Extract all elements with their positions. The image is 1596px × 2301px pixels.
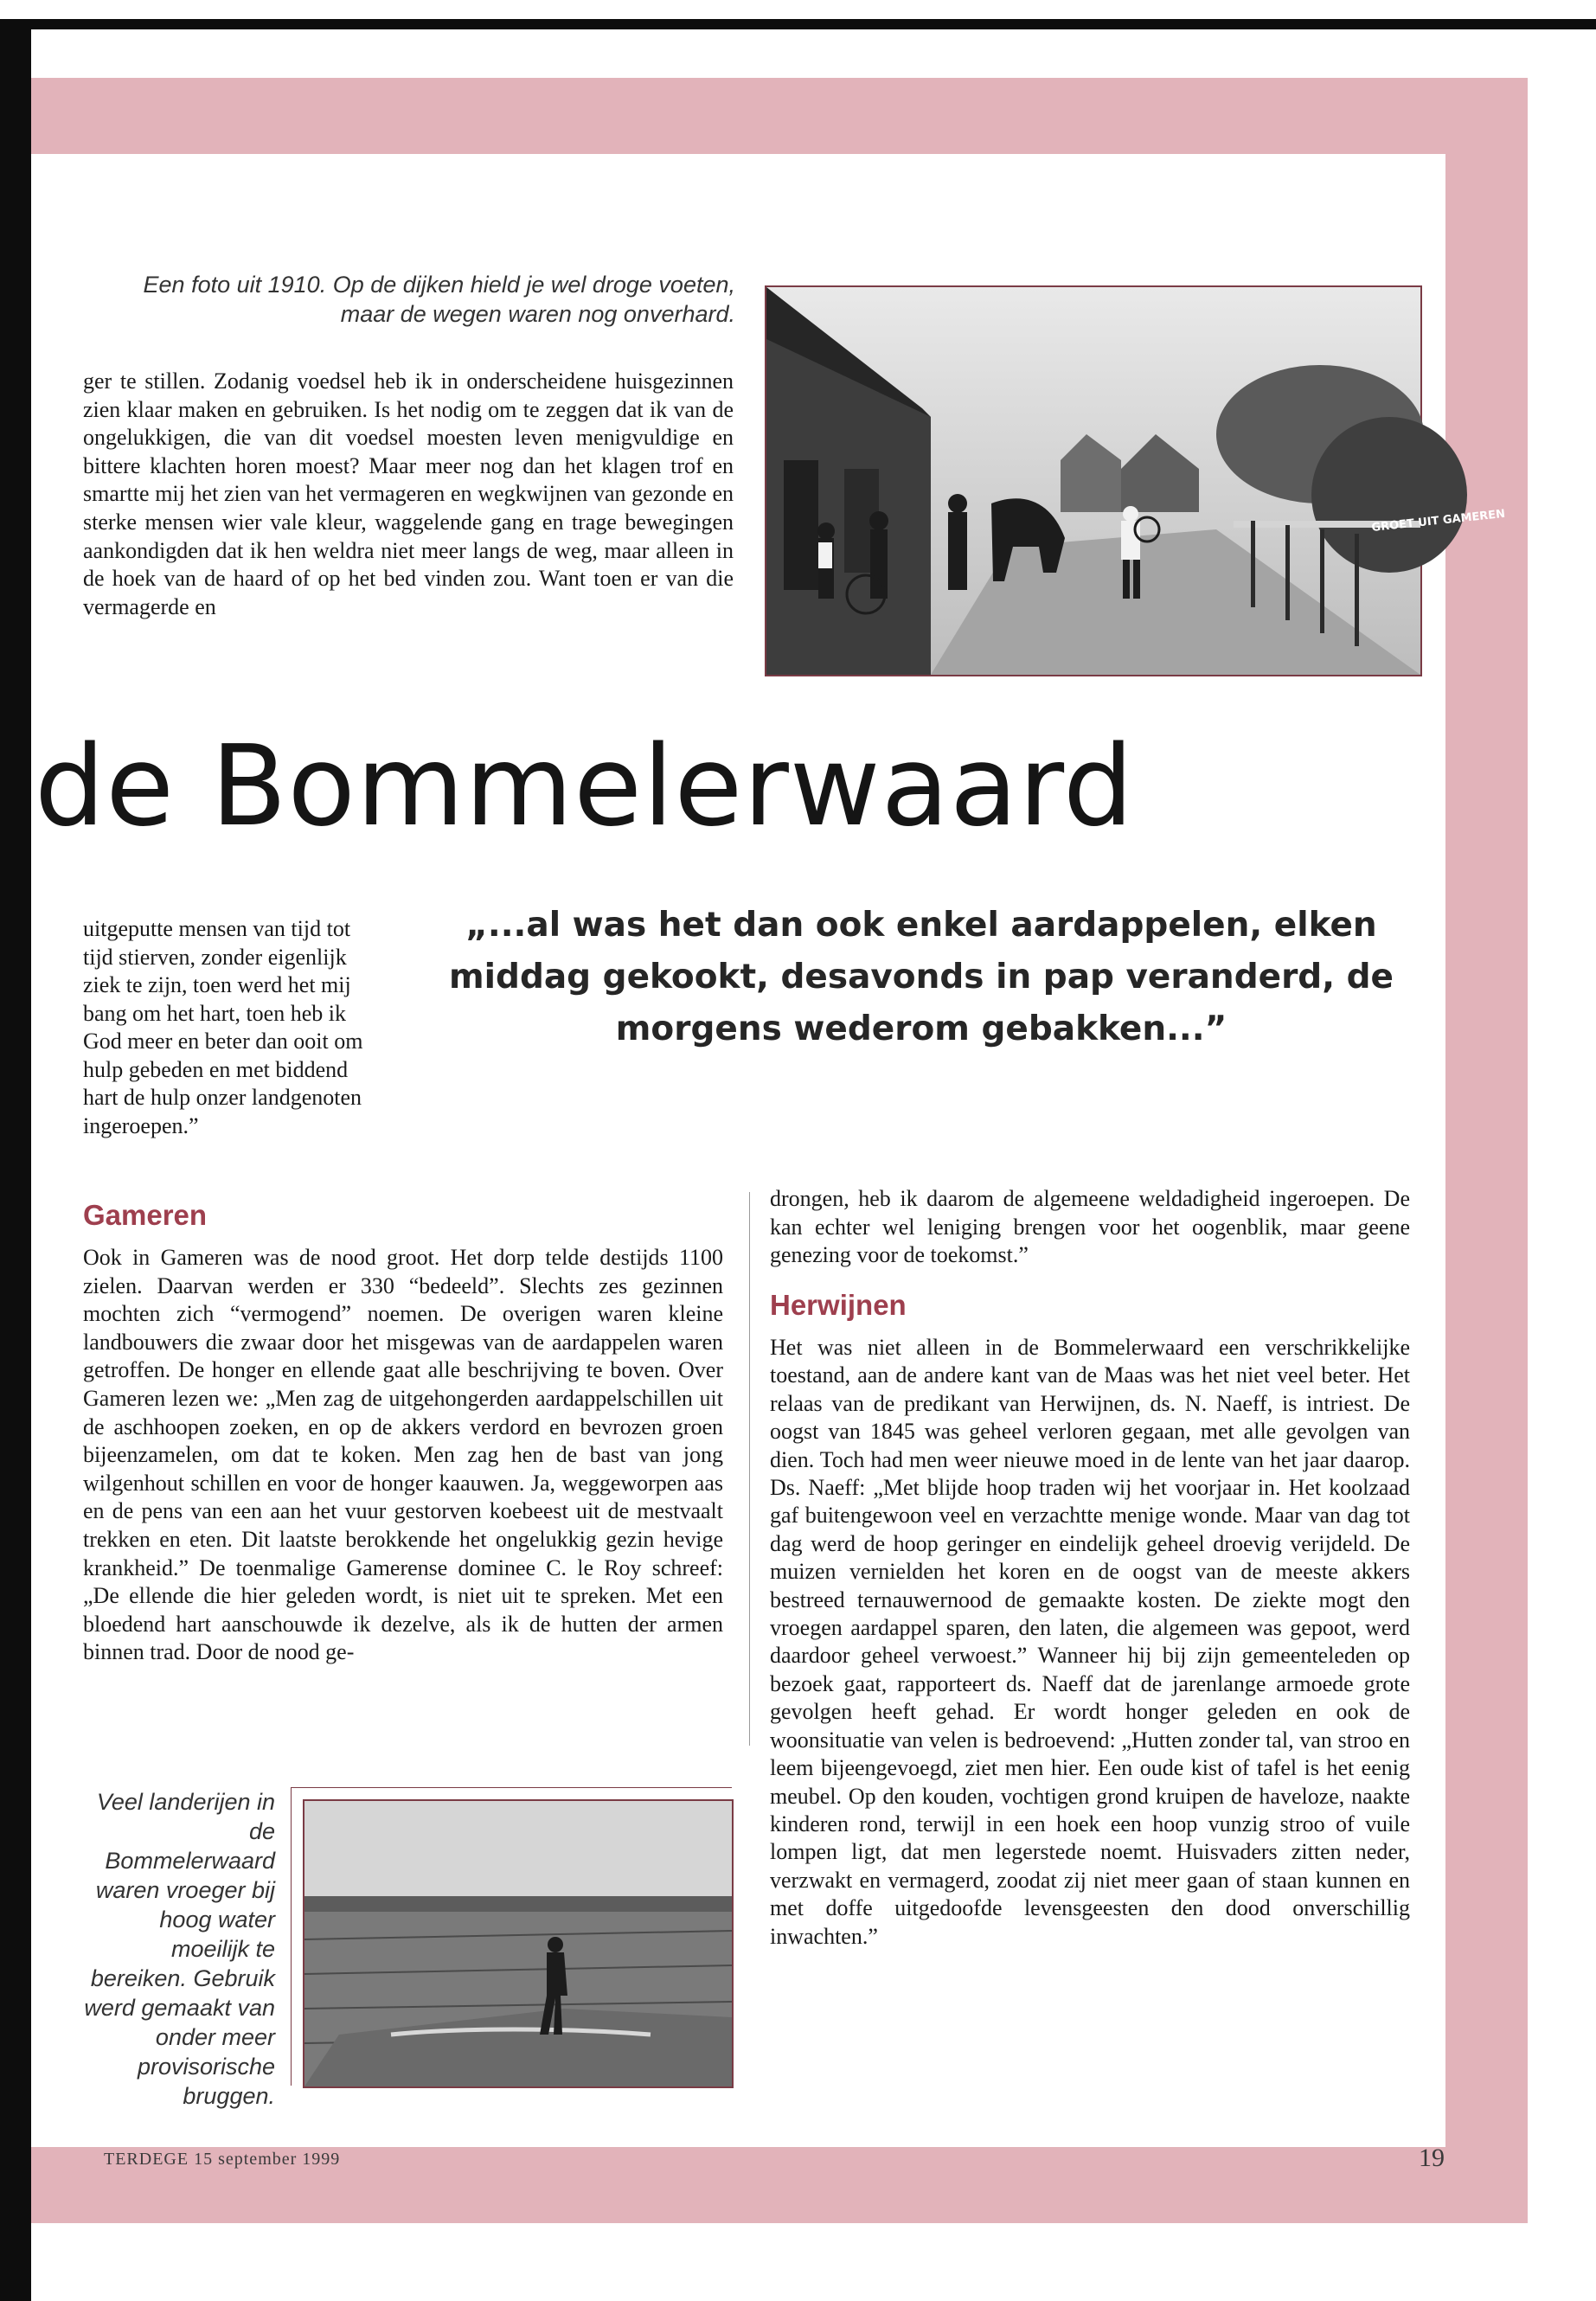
polder-field-photo — [303, 1799, 734, 2088]
subheading-herwijnen: Herwijnen — [770, 1289, 907, 1321]
right-top-paragraph: drongen, heb ik daarom de algemeene weldadigheid ingeroepen. De kan echter wel leniging brengen voor het oogenblik, maar geene genezing voor de toekomst.” — [770, 1186, 1410, 1268]
caption-rule-vertical — [291, 1787, 292, 2086]
page-number: 19 — [1419, 2144, 1445, 2172]
caption-rule-horizontal — [291, 1787, 732, 1788]
black-top-edge — [0, 19, 1596, 29]
footer-publication: TERDEGE 15 september 1999 — [104, 2150, 341, 2169]
village-street-photo-drawing — [766, 287, 1506, 675]
intro-paragraph: ger te stillen. Zodanig voedsel heb ik in onderscheidene huisgezinnen zien klaar maken en gebruiken. Is het nodig om te zeggen dat ik van de ongelukkigen, die van dit voedsel moesten leven menigvuldige en bittere klachten horen moest? Maar meer nog dan het klagen trof en smartte mij het zien van het vermageren en wegkwijnen van gezonde en sterke mensen wier vale kleur, waggelende gang en trage bewegingen aankondigden dat ik hen weldra niet meer langs de weg, maar alleen in de hoek van de haard of op het bed vinden zou. Want toen er van die vermagerde en — [83, 369, 734, 619]
black-left-edge — [0, 19, 31, 2301]
greeting-sign-text: GROET UIT GAMEREN — [1370, 507, 1506, 535]
gameren-paragraph: Ook in Gameren was de nood groot. Het dorp telde destijds 1100 zielen. Daarvan werden er 330 “bedeeld”. Slechts zes gezinnen mochten zich “vermogend” noemen. De overigen waren kleine landbouwers die zwaar door het misgewas van de aardappelen waren getroffen. De honger en ellende gaat alle beschrijving te boven. Over Gameren lezen we: „Men zag de uitgehongerden aardappelschillen uit de aschhoopen zoeken, en op de akkers verdord en bevrozen groen bijeenzamelen, om dat te koken. Men zag hen de bast van jong wilgenhout schillen en voor de honger kaauwen. Ja, weggeworpen aas en de pens van een aan het vuur gestorven koebeest uit de mestvaalt trekken en eten. Dit laatste berokkende het ongelukkig gezin hevige krankheid.” De toenmalige Gamerense dominee C. le Roy schreef: „De ellende die hier geleden wordt, is niet uit te spreken. Met een bloedend hart aanschouwde ik dezelve, als ik de hutten der armen binnen trad. Door de nood ge- — [83, 1245, 723, 1665]
herwijnen-paragraph: Het was niet alleen in de Bommelerwaard een verschrikkelijke toestand, aan de andere kant van de Maas was het niet veel beter. Het relaas van de predikant van Herwijnen, ds. N. Naeff, is intriest. De oogst van 1845 was geheel verloren gegaan, met alle gevolgen van dien. Toch had men weer nieuwe moed in de lente van het jaar daarop. Ds. Naeff: „Met blijde hoop traden wij het voorjaar in. Het koolzaad gaf buitengewoon veel en verzachtte menige wonde. Maar van dag tot dag werd de hoop geringer en eindelijk geheel droevig verijdeld. De muizen vernielden het koren en de oogst van de meeste akkers bestreed ternauwernood de gemaakte kosten. De ziekte mogt den vroegen aardappel sparen, den laten, die algemeen was gepoot, werd daardoor geheel verwoest.” Wanneer hij bij zijn gemeenteleden op bezoek gaat, rapporteert ds. Naeff dat de jarenlange armoede grote gevolgen heeft gehad. Er wordt honger geleden en ook de woonsituatie van velen is bedroevend: „Hutten zonder tal, van stroo en leem bijeengevoegd, ziet men hier. Een oude kist of tafel is het eenig meubel. Op den kouden, vochtigen grond kruipen de haveloze, naakte kinderen rond, terwijl in een hoek een hoop vunzig stroo of vuile lompen ligt, dat men legerstede noemt. Huisvaders zitten neder, verzwakt en vermagerd, zoodat zij niet meer gaan of staan kunnen en met doffe uitgedoofde levensgeesten den dood onverschillig inwachten.” — [770, 1335, 1410, 1949]
bottom-white-band — [31, 2223, 1528, 2275]
caption-top-photo: Een foto uit 1910. Op de dijken hield je wel droge voeten, maar de wegen waren nog onverhard. — [143, 272, 735, 327]
column-divider — [749, 1192, 750, 1746]
polder-field-photo-drawing — [304, 1801, 732, 2086]
pull-quote: „...al was het dan ook enkel aardappelen, elken middag gekookt, desavonds in pap veranderd, de morgens wederom gebakken...” — [449, 906, 1394, 1048]
caption-bottom-photo: Veel landerijen in de Bommelerwaard waren vroeger bij hoog water moeilijk te bereiken. Gebruik werd gemaakt van onder meer provisorische bruggen. — [84, 1789, 275, 2109]
article-headline: de Bommelerwaard — [35, 722, 1135, 851]
left-column-paragraph: uitgeputte mensen van tijd tot tijd stierven, zonder eigenlijk ziek te zijn, toen werd het mij bang om het hart, toen heb ik God meer en beter dan ooit om hulp gebeden en met biddend hart de hulp onzer landgenoten ingeroepen.” — [83, 916, 363, 1138]
subheading-gameren: Gameren — [83, 1199, 208, 1231]
village-street-photo — [765, 285, 1506, 676]
